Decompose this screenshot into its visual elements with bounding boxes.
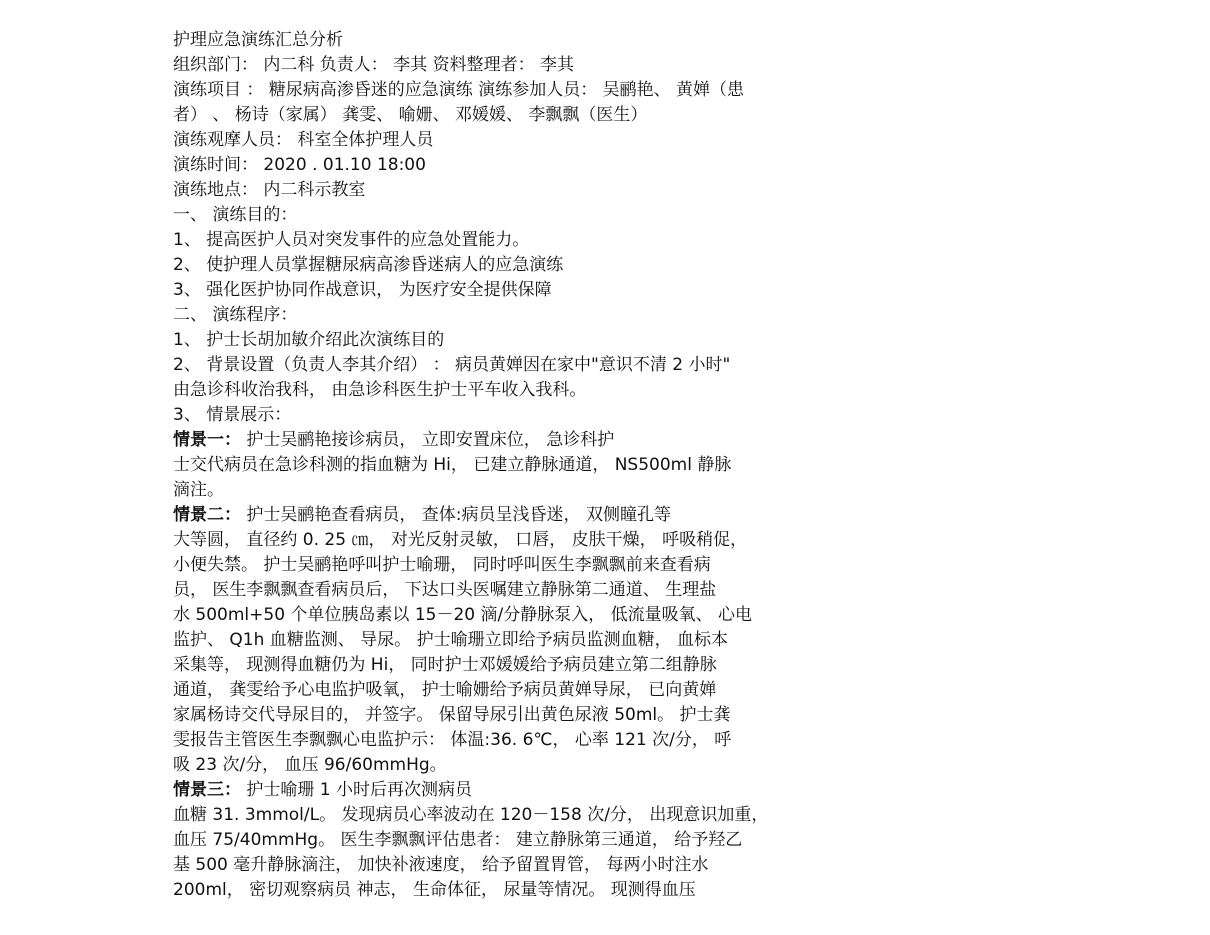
scene-2-line: 吸 23 次/分， 血压 96/60mmHg。 [173, 755, 447, 775]
doc-title: 护理应急演练汇总分析 [173, 30, 343, 50]
scene-3-first-line [173, 778, 813, 803]
scene-3-line: 基 500 毫升静脉滴注， 加快补液速度， 给予留置胃管， 每两小时注水 [173, 855, 709, 875]
procedure-item-1: 1、 护士长胡加敏介绍此次演练目的 [173, 330, 445, 350]
scene-1-text: 护士吴鹂艳接诊病员， 立即安置床位， 急诊科护 [241, 430, 615, 450]
scene-2-line: 水 500ml+50 个单位胰岛素以 15－20 滴/分静脉泵入， 低流量吸氧、 心电 [173, 605, 753, 625]
scene-3-line: 血压 75/40mmHg。 医生李飘飘评估患者： 建立静脉第三通道， 给予羟乙 [173, 830, 743, 850]
org-info-line: 组织部门： 内二科 负责人： 李其 资料整理者： 李其 [173, 55, 575, 75]
scene-3-label: 情景三： [173, 780, 241, 800]
purpose-item-3: 3、 强化医护协同作战意识， 为医疗安全提供保障 [173, 280, 552, 300]
scene-2-line: 通道， 龚雯给予心电监护吸氧， 护士喻姗给予病员黄婵导尿， 已向黄婵 [173, 680, 717, 700]
scene-2-first-line [173, 503, 813, 528]
purpose-item-2: 2、 使护理人员掌握糖尿病高渗昏迷病人的应急演练 [173, 255, 564, 275]
scene-2-line: 小便失禁。 护士吴鹂艳呼叫护士喻珊， 同时呼叫医生李飘飘前来查看病 [173, 555, 711, 575]
scene-2-label: 情景二： [173, 505, 241, 525]
scene-3-line: 200ml， 密切观察病员 神志， 生命体征， 尿量等情况。 现测得血压 [173, 880, 696, 900]
scene-3-text: 护士喻珊 1 小时后再次测病员 [241, 780, 473, 800]
procedure-item-3: 3、 情景展示： [173, 405, 292, 425]
section-heading-purpose: 一、 演练目的： [173, 205, 298, 225]
document-body [173, 28, 813, 903]
procedure-item-2-cont: 由急诊科收治我科， 由急诊科医生护士平车收入我科。 [173, 380, 587, 400]
scene-2-line: 采集等， 现测得血糖仍为 Hi， 同时护士邓媛媛给予病员建立第二组静脉 [173, 655, 717, 675]
scene-1-first-line [173, 428, 813, 453]
scene-3-line: 血糖 31. 3mmol/L。 发现病员心率波动在 120－158 次/分， 出现意识加重， [173, 805, 769, 825]
drill-project-line: 演练项目 ： 糖尿病高渗昏迷的应急演练 演练参加人员： 吴鹂艳、 黄婵（患 [173, 80, 745, 100]
scene-1-label: 情景一： [173, 430, 241, 450]
participants-line: 者） 、 杨诗（家属） 龚雯、 喻姗、 邓媛媛、 李飘飘（医生） [173, 105, 648, 125]
drill-location-line: 演练地点： 内二科示教室 [173, 180, 366, 200]
scene-2-text: 护士吴鹂艳查看病员， 查体:病员呈浅昏迷， 双侧瞳孔等 [241, 505, 671, 525]
scene-2-line: 雯报告主管医生李飘飘心电监护示： 体温:36. 6℃， 心率 121 次/分， 呼 [173, 730, 732, 750]
scene-2-line: 大等圆， 直径约 0. 25 ㎝， 对光反射灵敏， 口唇， 皮肤干燥， 呼吸稍促， [173, 530, 748, 550]
scene-2-line: 员， 医生李飘飘查看病员后， 下达口头医嘱建立静脉第二通道、 生理盐 [173, 580, 717, 600]
section-heading-procedure: 二、 演练程序： [173, 305, 298, 325]
procedure-item-2: 2、 背景设置（负责人李其介绍） ： 病员黄婵因在家中"意识不清 2 小时" [173, 355, 731, 375]
scene-1-line: 滴注。 [173, 480, 224, 500]
scene-2-line: 监护、 Q1h 血糖监测、 导尿。 护士喻珊立即给予病员监测血糖， 血标本 [173, 630, 728, 650]
purpose-item-1: 1、 提高医护人员对突发事件的应急处置能力。 [173, 230, 530, 250]
scene-1-line: 士交代病员在急诊科测的指血糖为 Hi， 已建立静脉通道， NS500ml 静脉 [173, 455, 732, 475]
observers-line: 演练观摩人员： 科室全体护理人员 [173, 130, 434, 150]
scene-2-line: 家属杨诗交代导尿目的， 并签字。 保留导尿引出黄色尿液 50ml。 护士龚 [173, 705, 731, 725]
drill-time-line: 演练时间： 2020 . 01.10 18:00 [173, 155, 426, 175]
